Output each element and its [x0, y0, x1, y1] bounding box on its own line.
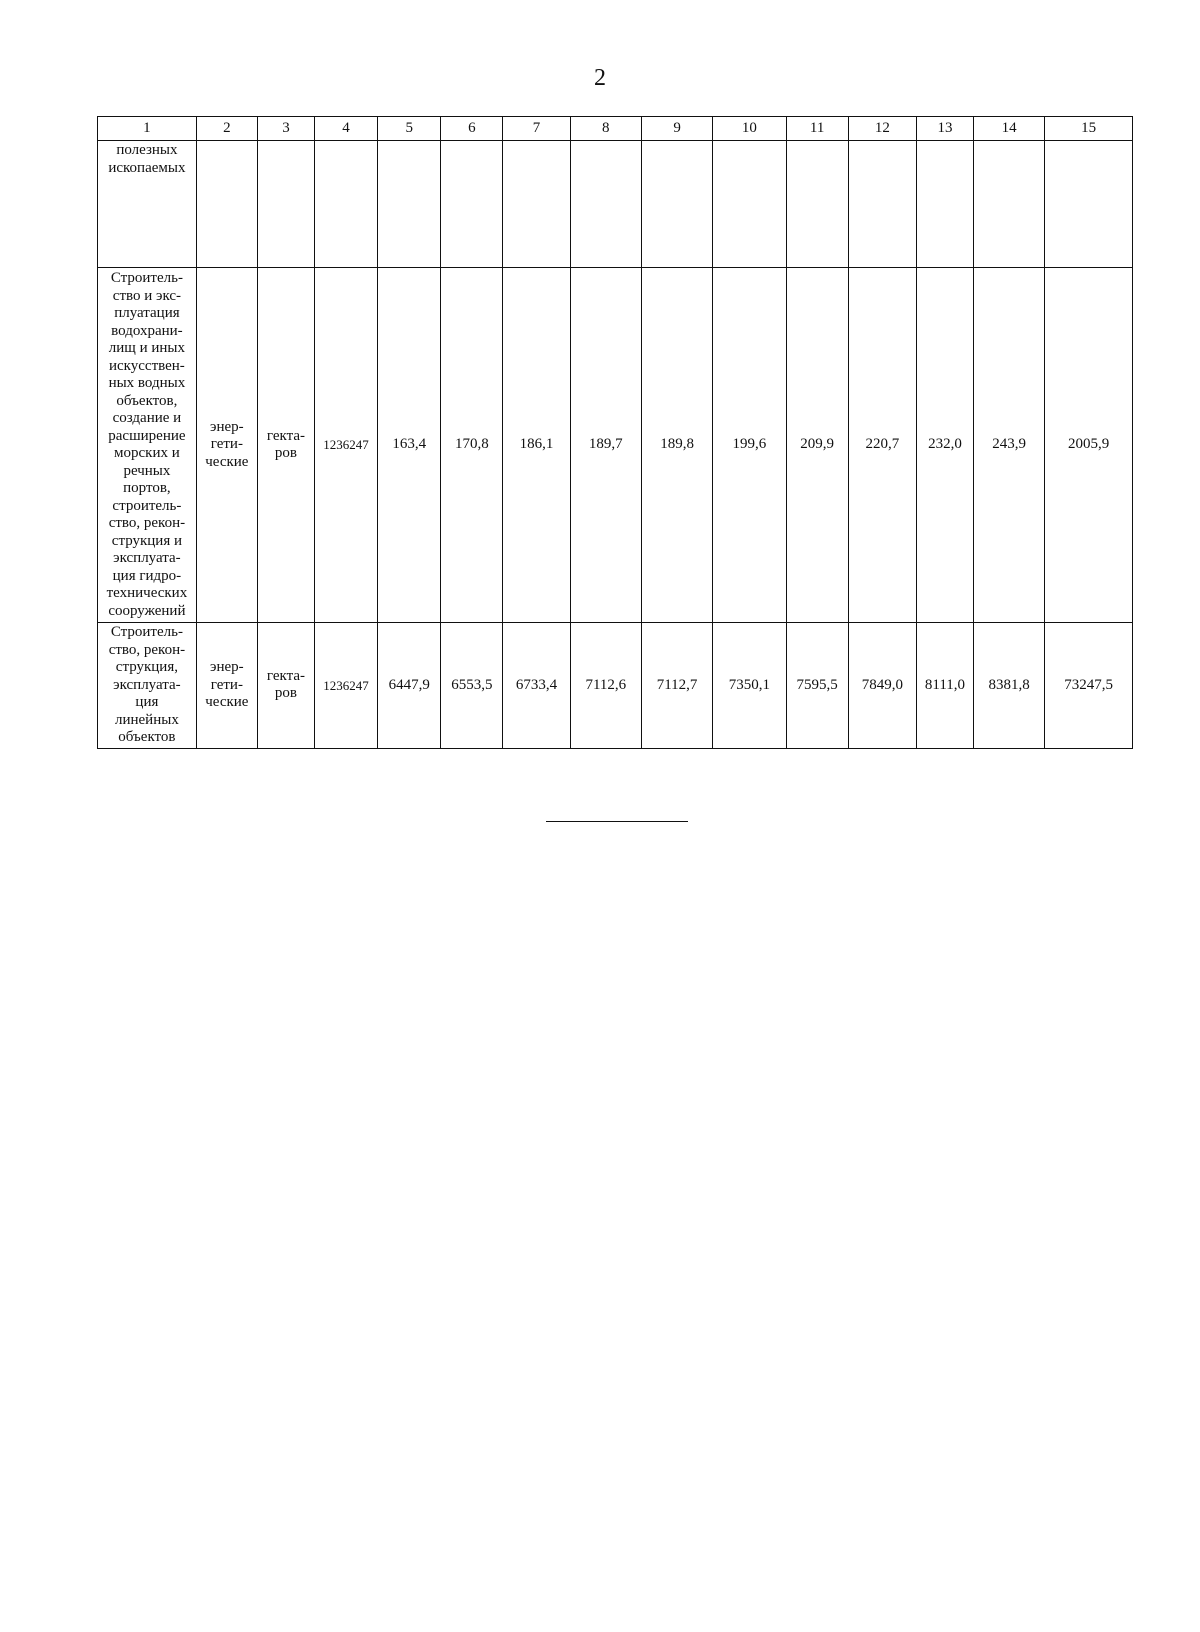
table-cell-value: 7350,1 — [713, 623, 786, 749]
column-header: 3 — [257, 117, 314, 141]
table-cell-value: 243,9 — [974, 268, 1045, 623]
table-cell-value: 1236247 — [314, 268, 377, 623]
table-cell — [1045, 141, 1133, 268]
table-cell — [441, 141, 503, 268]
column-header: 9 — [641, 117, 712, 141]
page-number: 2 — [594, 65, 606, 91]
table-cell-value: 7112,6 — [570, 623, 641, 749]
table-row — [98, 623, 1133, 749]
table-cell-value: 189,8 — [641, 268, 712, 623]
table-cell-value: 2005,9 — [1045, 268, 1133, 623]
table-row — [98, 268, 1133, 623]
column-header: 5 — [378, 117, 441, 141]
table-cell — [257, 141, 314, 268]
column-header: 2 — [196, 117, 257, 141]
column-header: 1 — [98, 117, 197, 141]
table-header-row — [98, 117, 1133, 141]
table-cell-value: 186,1 — [503, 268, 570, 623]
table-cell — [848, 141, 916, 268]
table-cell — [713, 141, 786, 268]
column-header: 6 — [441, 117, 503, 141]
table-cell — [570, 141, 641, 268]
table-cell-value: 7595,5 — [786, 623, 848, 749]
table-cell-activity: полезных ископаемых — [98, 141, 197, 268]
column-header: 15 — [1045, 117, 1133, 141]
table-cell-unit: гекта- ров — [257, 623, 314, 749]
table-cell-value: 220,7 — [848, 268, 916, 623]
table-cell-value: 232,0 — [916, 268, 973, 623]
column-header: 12 — [848, 117, 916, 141]
table-cell — [314, 141, 377, 268]
table-cell-value: 7849,0 — [848, 623, 916, 749]
table-row — [98, 141, 1133, 268]
table-cell-value: 7112,7 — [641, 623, 712, 749]
column-header: 8 — [570, 117, 641, 141]
table-cell — [916, 141, 973, 268]
table-cell-value: 1236247 — [314, 623, 377, 749]
table-cell-activity: Строитель- ство и экс- плуатация водохрани- лищ и иных искусствен- ных водных объектов, создание и расширение морских и речных портов, строитель- ство, рекон- струкция и эксплуата- ция гидро- технических сооружений — [98, 268, 197, 623]
table-cell — [641, 141, 712, 268]
data-table — [97, 116, 1133, 749]
table-cell — [974, 141, 1045, 268]
table-cell-value: 6553,5 — [441, 623, 503, 749]
table-cell-value: 73247,5 — [1045, 623, 1133, 749]
column-header: 13 — [916, 117, 973, 141]
table-cell-value: 170,8 — [441, 268, 503, 623]
end-divider — [546, 821, 688, 822]
table-cell-resource-type: энер- гети- ческие — [196, 623, 257, 749]
column-header: 14 — [974, 117, 1045, 141]
column-header: 11 — [786, 117, 848, 141]
table-cell-value: 8111,0 — [916, 623, 973, 749]
table-cell-value: 189,7 — [570, 268, 641, 623]
table-cell-value: 163,4 — [378, 268, 441, 623]
table-cell-resource-type: энер- гети- ческие — [196, 268, 257, 623]
table-cell-activity: Строитель- ство, рекон- струкция, эксплуата- ция линейных объектов — [98, 623, 197, 749]
table-cell-value: 199,6 — [713, 268, 786, 623]
column-header: 7 — [503, 117, 570, 141]
table-cell-value: 6733,4 — [503, 623, 570, 749]
table-cell — [786, 141, 848, 268]
table-cell-unit: гекта- ров — [257, 268, 314, 623]
table-cell-value: 6447,9 — [378, 623, 441, 749]
table-cell-value: 209,9 — [786, 268, 848, 623]
table-cell — [196, 141, 257, 268]
column-header: 10 — [713, 117, 786, 141]
column-header: 4 — [314, 117, 377, 141]
table-cell — [503, 141, 570, 268]
table-cell-value: 8381,8 — [974, 623, 1045, 749]
table-cell — [378, 141, 441, 268]
